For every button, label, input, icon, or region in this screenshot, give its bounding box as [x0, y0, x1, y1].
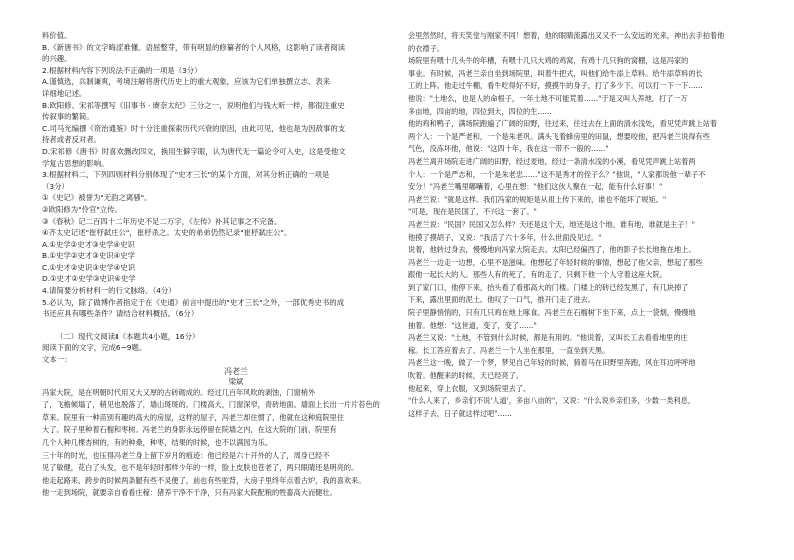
story-line: 冯老兰这一晚，做了一个梦，梦见自己年轻的时候，骑着马在田野里奔跑，风在耳边呼呼地 — [408, 358, 696, 368]
story-line: 工的上阵。他走过牛棚，看牛吃得好不好，摸摸牛的身子，打了多少下。可以打一下一下…… — [408, 81, 703, 91]
text-line: D.①史才②史学③史识④史学 — [42, 274, 136, 284]
story-line: 稼。长工答应着去了。冯老兰一个人坐在那里，一直坐到天黑。 — [408, 345, 610, 355]
story-title: 冯老兰 — [224, 366, 248, 376]
text-line: 3.根据材料二，下列四则材料分别体现了"史才三长"的某个方面，对其分析正确的一项是 — [42, 170, 330, 180]
story-author: 梁斌 — [228, 376, 244, 386]
story-line: "可是，现在是民国了，不兴这一套了。" — [408, 207, 537, 217]
text-line: （3分） — [42, 181, 69, 191]
text-line: ③《春秋》记二百四十二年历史不足二万字，《左传》补其记事之不完备。 — [42, 216, 282, 226]
text-line: B.《新唐书》的文字晦涩难懂、语屈整芽，带有明显的修纂者的个人风格，这影响了读者阅读 — [42, 42, 346, 52]
story-line: 他摸了摸胡子，又说："我活了六十多年，什么世面没见过。" — [408, 232, 602, 242]
story-line: 他起来，穿上衣服，又到场院里去了。 — [408, 383, 531, 393]
right-column — [408, 30, 762, 420]
text-line: 的兴趣。 — [42, 54, 72, 64]
text-line: 4.请简要分析材料一的行文脉络。（4分） — [42, 286, 176, 296]
text-line: 持者或者反对者。 — [42, 135, 102, 145]
story-line: 两个人：一个是严老和，一个是朱老巩。满头飞着蜂房里的田鼠，想要咬他，把冯老兰说得有些 — [408, 131, 710, 141]
story-line: 安分！"冯老兰嘴里嘟囔着，心里在想："他们这伙人聚在一起，能有什么好事！" — [408, 182, 663, 192]
story-line: 事业。有时候，冯老兰亲自坐到场院里，叫着牛把式，叫他们给牛添上草料。给牛添草料的长 — [408, 68, 703, 78]
text-line: ①《史记》被誉为"无韵之离骚"。 — [42, 193, 152, 203]
left-intro-text — [42, 30, 390, 320]
text-line: C.①史才②史识③史学④史识 — [42, 262, 136, 272]
story-line: 说着，他转过身去，慢慢地向冯家大院走去。太阳已经偏西了，他的影子长长地拖在地上。 — [408, 245, 696, 255]
text-line: B.欧阳修、宋祁等撰写《旧事书 · 赓奈太纪》三分之一，说明他们与钱大昕一样，都很注重史 — [42, 100, 345, 110]
story-line: 跟他一起长大的人。那些人有的死了，有的走了，只剩下他一个人守着这座大院。 — [408, 270, 667, 280]
story-line: 冯老兰说："民国？民国又怎么样？天还是这个天，地还是这个地。谁有地，谁就是主子！" — [408, 219, 695, 229]
story-line: 三十年的时光，也压得冯老兰身上留下岁月的痕迹：他已经是六十开外的人了，周身已经不 — [42, 450, 330, 460]
section-header: （二）现代文阅读Ⅱ（本题共4小题，16分） — [56, 331, 200, 341]
text-line: ②欧阳修为"伶官"立传。 — [42, 204, 122, 214]
story-line: 吹着。他醒来的时候，天已经亮了。 — [408, 371, 524, 381]
story-line: 见了敏健，花白了头发，也不是年轻时那样少年的一样，脸上皮肤也苍老了，两只眼睛还是明亮的。 — [42, 463, 359, 473]
left-column — [42, 30, 390, 500]
story-line: 他走起路来，跨步的时候两条腿有些不灵便了，前也有些驼背，大房子里终年点着古炉，我的喜欢来。 — [42, 475, 366, 485]
story-line: 这样子去，日子就这样过吧"…… — [408, 408, 512, 418]
story-line: "什么人来了，乡亲们不说'人道'，多亩八亩的"，又说："什么说乡亲们多，少数一类利息， — [408, 396, 695, 406]
story-line: 院子里静悄悄的，只有几只鸡在地上啄食。冯老兰在石榴树下坐下来，点上一袋烟，慢慢地 — [408, 308, 696, 318]
story-line: 冯老兰说："就是这样。我们冯家的规矩是从祖上传下来的，谁也不能坏了规矩。" — [408, 194, 667, 204]
story-line: 会里然然时，将天笑堂与刚家不同！想着，他的眼睛流露出又又不一么安远的光来，神出去手拍着他 — [408, 31, 725, 40]
story-line: 下来，露出里面的泥土。他叹了一口气，推开门走了进去。 — [408, 295, 595, 305]
story-line: 草来。院里有一种苗别有趣的高大的房屋，这样的屋子，冯老兰却住惯了，他就在这种庭院里住 — [42, 412, 344, 422]
text-line: D.宋祁修《唐书》时喜欢删改四文，换用生僻字眼，认为唐代无一篇论令可入史，这是受他文 — [42, 146, 346, 156]
story-line: 他说："土地么，也是人的命根子，一年土地不可能荒着……"于是又叫人养地，打了一万 — [408, 93, 688, 103]
story-line: 到了家门口，他停下来，抬头看了看那高大的门楼。门楼上的砖已经发黑了，有几块掉了 — [408, 282, 689, 292]
story-line: 几个人种几棵杏树的，有的种桑，种枣，结果的时候，也不以满园为乐。 — [42, 438, 273, 447]
text-line: ④齐太史记述"崔杼弑庄公"，崔杼杀之。太史的弟弟仍然记录"崔杼弑庄公"。 — [42, 228, 292, 238]
story-line: 冯老兰又说："土地，不管到什么时候，都是有用的。"他说着，又叫长工去看看地里的庄 — [408, 333, 688, 343]
text-line: 传叙事的繁简。 — [42, 112, 94, 122]
story-line: 多亩地，四亩的地，四位到大，四位的生…… — [408, 106, 552, 116]
story-line: 他一走到场院，就要亲自看看庄稼：猪养干净不干净，只有冯家大院配粮的牲畜高大而健壮。 — [42, 488, 337, 498]
text-line: A.谨慎选，兵制谦爽，考境注解将唐代历史上的重大观象，应该为它们单独撰立志、表来 — [42, 77, 331, 87]
text-line: A.①史学②史才③史学④史识 — [42, 239, 135, 249]
story-line: 冯老兰离开场院走进广阔的田野，经过麦地，经过一条清水浅的小溪，看见凭声跳上站着两 — [408, 156, 696, 166]
text-line: 5.必认为，除了做博作者指定于在《史通》前言中提出的"史才三长"之外，一部优秀史书的成 — [42, 297, 345, 307]
story-line: 他的鸡和鸭子，满场院跑遍了广阔的田野，往过来，往过去在上面的清水浅处，看见凭声跳上站着 — [408, 119, 718, 129]
text-line: 学复古思想的影响。 — [42, 158, 109, 168]
text-label: 文本一： — [42, 355, 72, 365]
right-story-text — [408, 30, 762, 420]
text-line: 2.根据材料内容下列说法不正确的一项是（3分） — [42, 65, 202, 75]
story-line: 大了。院子里种着石榴和枣树。冯老兰的身影永远停留在院墙之内，在这大院的门前，院里有 — [42, 425, 337, 435]
text-line: 书还应具有哪些条件？请结合材料概括。（6分） — [42, 309, 199, 319]
reading-instructions: 阅读下面的文字，完成6~9题。 — [42, 343, 147, 353]
story-line: 场院里有喂十几头牛的年槽，有喂十几只大鸡的鸡窝，有鸡十几只狗的窝棚，这是冯家的 — [408, 56, 689, 66]
story-line: 冯老兰一边走一边想，心里不是滋味。他想起了年轻时候的事情，想起了他父亲，想起了那些 — [408, 257, 703, 267]
story-line: 的衣襟子。 — [408, 43, 444, 53]
story-line: 冯家大院，是在明朝时代用又大又厚的古砖砌成的。经过几百年风吹的剥蚀，门窗梢外 — [42, 387, 316, 397]
story-line: 气色，没冻坏他，他说："这四十年，我在这一带不一般的……" — [408, 144, 609, 154]
story-line: 个人：一个是严志和，一个是朱老忠……"这不是秀才的侄子么？"他说，"人家都说他一辈子不 — [408, 169, 706, 179]
text-line: B.①史学②史才③史识④史学 — [42, 251, 136, 261]
story-line: 抽着。他想："这世道，变了，变了……" — [408, 320, 537, 330]
text-line: 料价值。 — [42, 31, 72, 40]
story-line: 了，飞檐倾塌了，稍见也脱落了，墙山斑斑的。门楼高大，门窗深窄，青砖地面。墙面上长出一片片苔色的 — [42, 400, 380, 410]
left-story-text — [42, 387, 390, 500]
text-line: C.司马光编撰《资治通鉴》时十分注重探索历代兴衰的原因，由此可见，他也是为因敌事的支 — [42, 123, 346, 133]
text-line: 详细地记述。 — [42, 88, 87, 98]
